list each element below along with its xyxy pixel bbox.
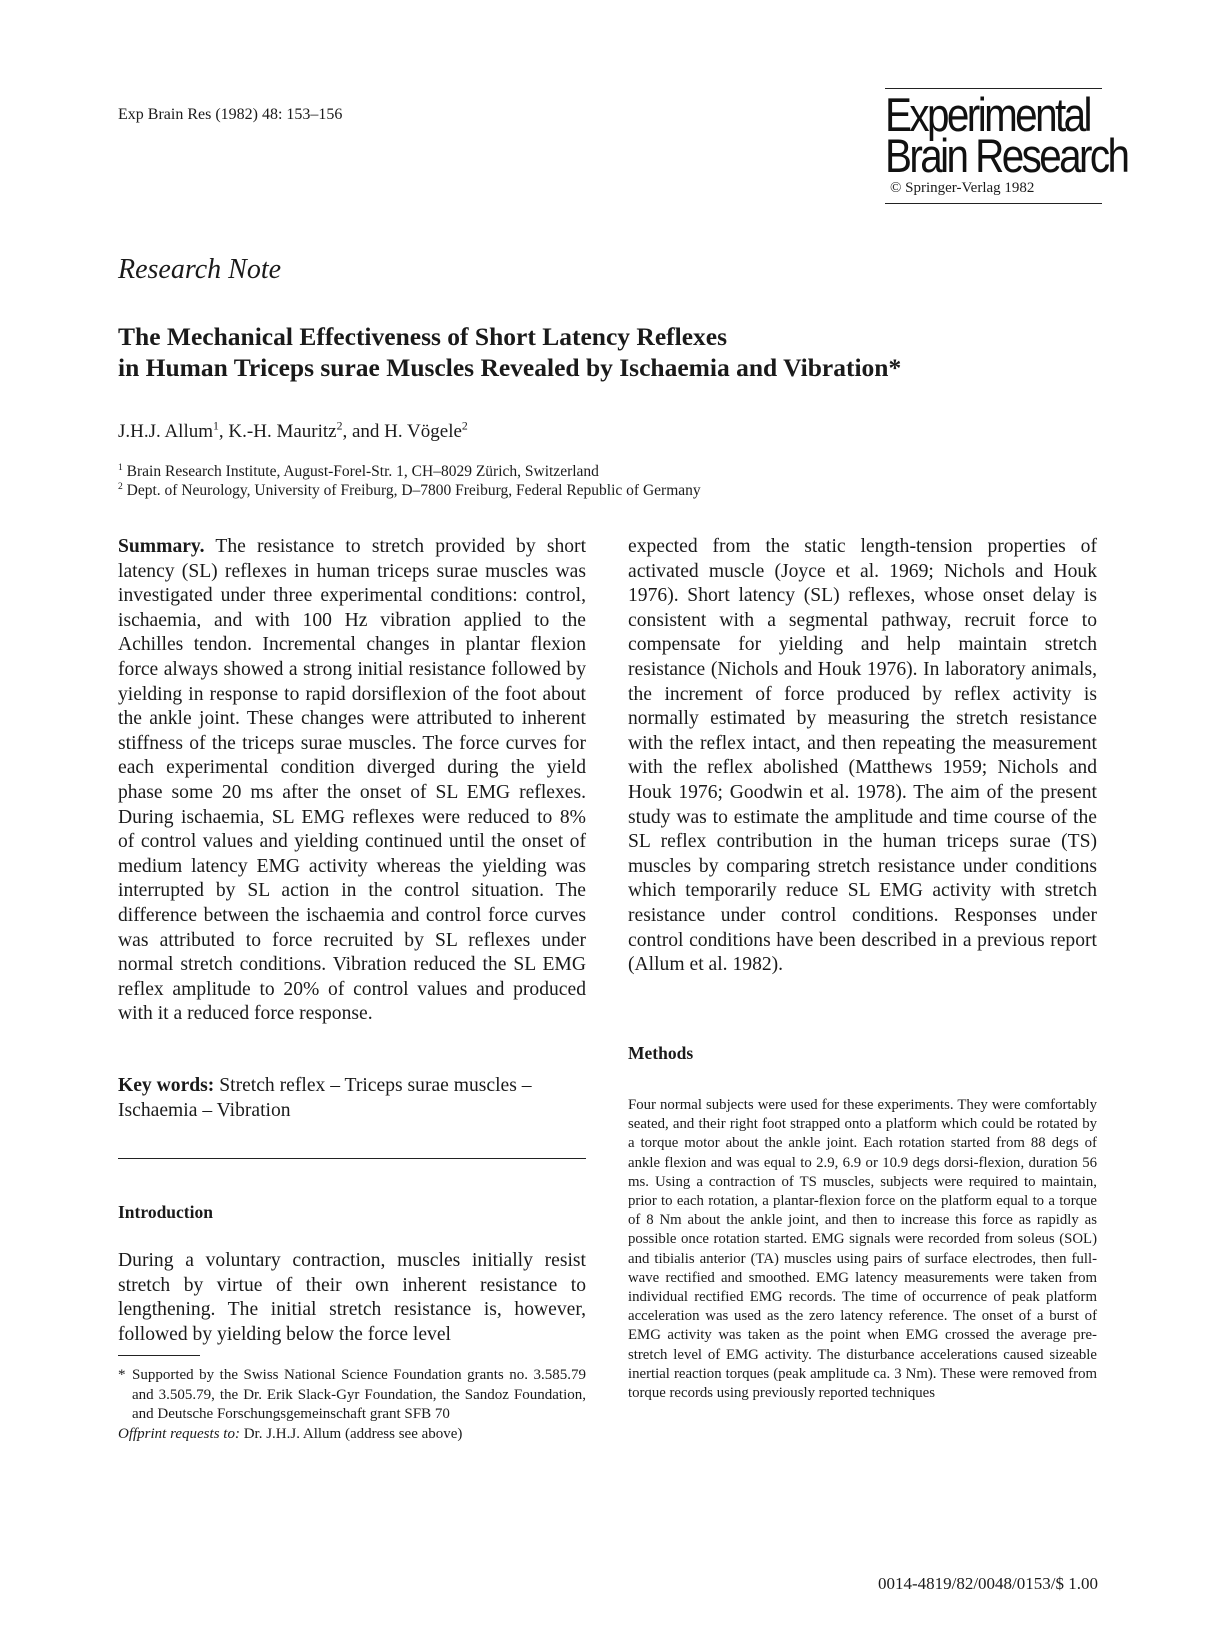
author-affiliation-mark: 1 bbox=[213, 419, 219, 433]
summary-label: Summary. bbox=[118, 536, 205, 557]
author-name: J.H.J. Allum bbox=[118, 421, 214, 442]
introduction-heading: Introduction bbox=[118, 1202, 213, 1222]
keywords-paragraph bbox=[118, 1074, 586, 1123]
journal-title-line2: Brain Research bbox=[885, 129, 1128, 182]
price-code: 0014-4819/82/0048/0153/$ 1.00 bbox=[877, 1574, 1098, 1593]
offprint-text: Dr. J.H.J. Allum (address see above) bbox=[243, 1425, 463, 1442]
footnotes bbox=[118, 1366, 586, 1444]
affiliation-text: Dept. of Neurology, University of Freiburg, D–7800 Freiburg, Federal Republic of Germany bbox=[126, 482, 701, 499]
summary-paragraph bbox=[118, 535, 586, 1027]
affiliation-list bbox=[118, 462, 701, 500]
methods-text: Four normal subjects were used for these experiments. They were comfortably seated, and their right foot strapped onto a platform which could be rotated by a torque motor about the ankle joint. Each rotation started from 88 degs of ankle flexion and was equal to 2.9, 6.9 or 10.9 degs dorsi-flexion, duration 56 ms. Using a contraction of TS muscles, subjects were required to maintain, prior to each rotation, a plantar-flexion force on the platform equal to a torque of 8 Nm about the ankle joint, and then to increase this force as rapidly as possible once rotation started. EMG signals were recorded from soleus (SOL) and tibialis anterior (TA) muscles using pairs of surface electrodes, then full-wave rectified and smoothed. EMG latency measurements were taken from individual rectified EMG records. The time of occurrence of peak platform acceleration was used as the zero latency reference. The onset of a burst of EMG activity was taken as the point when EMG crossed the average pre-stretch level of EMG activity. The disturbance accelerations caused sizeable inertial reaction torques (peak amplitude ca. 3 Nm). These were removed from torque records using previously reported techniques bbox=[628, 1097, 1097, 1402]
author-list bbox=[118, 421, 468, 443]
journal-logo bbox=[885, 88, 1128, 204]
affiliation-mark: 1 bbox=[118, 461, 123, 473]
article-title bbox=[118, 321, 1118, 383]
summary-text: The resistance to stretch provided by short latency (SL) reflexes in human triceps surae muscles was investigated under three experimental conditions: control, ischaemia, and with 100 Hz vibration applied to the Achilles tendon. Incremental changes in plantar flexion force always showed a strong initial resistance followed by yielding in response to rapid dorsiflexion of the foot about the ankle joint. These changes were attributed to inherent stiffness of the triceps surae muscles. The force curves for each experimental condition diverged during the yield phase some 20 ms after the onset of SL EMG reflexes. During ischaemia, SL EMG reflexes were reduced to 8% of control values and yielding continued until the onset of medium latency EMG activity whereas the yielding was interrupted by SL action in the control situation. The difference between the ischaemia and control force curves was attributed to force recruited by SL reflexes under normal stretch conditions. Vibration reduced the SL EMG reflex amplitude to 20% of control values and produced with it a reduced force response. bbox=[118, 536, 587, 1025]
journal-citation: Exp Brain Res (1982) 48: 153–156 bbox=[118, 106, 343, 123]
section-divider bbox=[118, 1158, 586, 1159]
keywords-label: Key words: bbox=[118, 1075, 215, 1096]
introduction-text-left: During a voluntary contraction, muscles initially resist stretch by virtue of their own inherent resistance to lengthening. The initial stretch resistance is, however, followed by yielding below the force level bbox=[118, 1250, 586, 1345]
article-title-line1: The Mechanical Effectiveness of Short Latency Reflexes bbox=[118, 322, 728, 351]
journal-title-line1: Experimental bbox=[885, 88, 1090, 141]
journal-bottom-rule bbox=[885, 203, 1102, 204]
author-affiliation-mark: 2 bbox=[461, 419, 468, 433]
author-name: K.-H. Mauritz bbox=[228, 421, 337, 442]
footnote-rule bbox=[118, 1355, 200, 1356]
keywords-text: Stretch reflex – Triceps surae muscles – Ischaemia – Vibration bbox=[118, 1075, 532, 1121]
affiliation-item bbox=[118, 481, 701, 500]
introduction-text-right: expected from the static length-tension properties of activated muscle (Joyce et al. 1969; Nichols and Houk 1976). Short latency (SL) reflexes, whose onset delay is consistent with a segmental pathway, recruit force to compensate for yielding and help maintain stretch resistance (Nichols and Houk 1976). In laboratory animals, the increment of force produced by reflex activity is normally estimated by measuring the stretch resistance with the reflex intact, and then repeating the measurement with the reflex abolished (Matthews 1959; Nichols and Houk 1976; Goodwin et al. 1978). The aim of the present study was to estimate the amplitude and time course of the SL reflex contribution in the human triceps surae (TS) muscles by comparing stretch resistance under conditions which temporarily reduce SL EMG activity with stretch resistance under control conditions. Responses under control conditions have been described in a previous report (Allum et al. 1982). bbox=[628, 536, 1097, 976]
copyright: © Springer-Verlag 1982 bbox=[890, 180, 1035, 196]
offprint-footnote bbox=[118, 1425, 586, 1445]
affiliation-text: Brain Research Institute, August-Forel-Str. 1, CH–8029 Zürich, Switzerland bbox=[126, 463, 599, 480]
article-type: Research Note bbox=[118, 254, 282, 285]
affiliation-item bbox=[118, 462, 701, 481]
affiliation-mark: 2 bbox=[118, 480, 123, 492]
funding-footnote bbox=[118, 1366, 586, 1425]
author-affiliation-mark: 2 bbox=[336, 419, 343, 433]
footnote-mark: * bbox=[118, 1367, 126, 1383]
journal-title bbox=[885, 88, 1128, 182]
funding-text: Supported by the Swiss National Science Foundation grants no. 3.585.79 and 3.505.79, the Dr. Erik Slack-Gyr Foundation, the Sandoz Foundation, and Deutsche Forschungsgemeinschaft grant SFB 70 bbox=[132, 1367, 586, 1422]
author-separator: , bbox=[218, 421, 229, 442]
author-name: H. Vögele bbox=[384, 421, 462, 442]
offprint-label: Offprint requests to: bbox=[118, 1425, 240, 1442]
methods-heading: Methods bbox=[628, 1043, 694, 1063]
article-title-line2: in Human Triceps surae Muscles Revealed by Ischaemia and Vibration* bbox=[118, 353, 902, 382]
author-separator: , and bbox=[342, 421, 385, 442]
